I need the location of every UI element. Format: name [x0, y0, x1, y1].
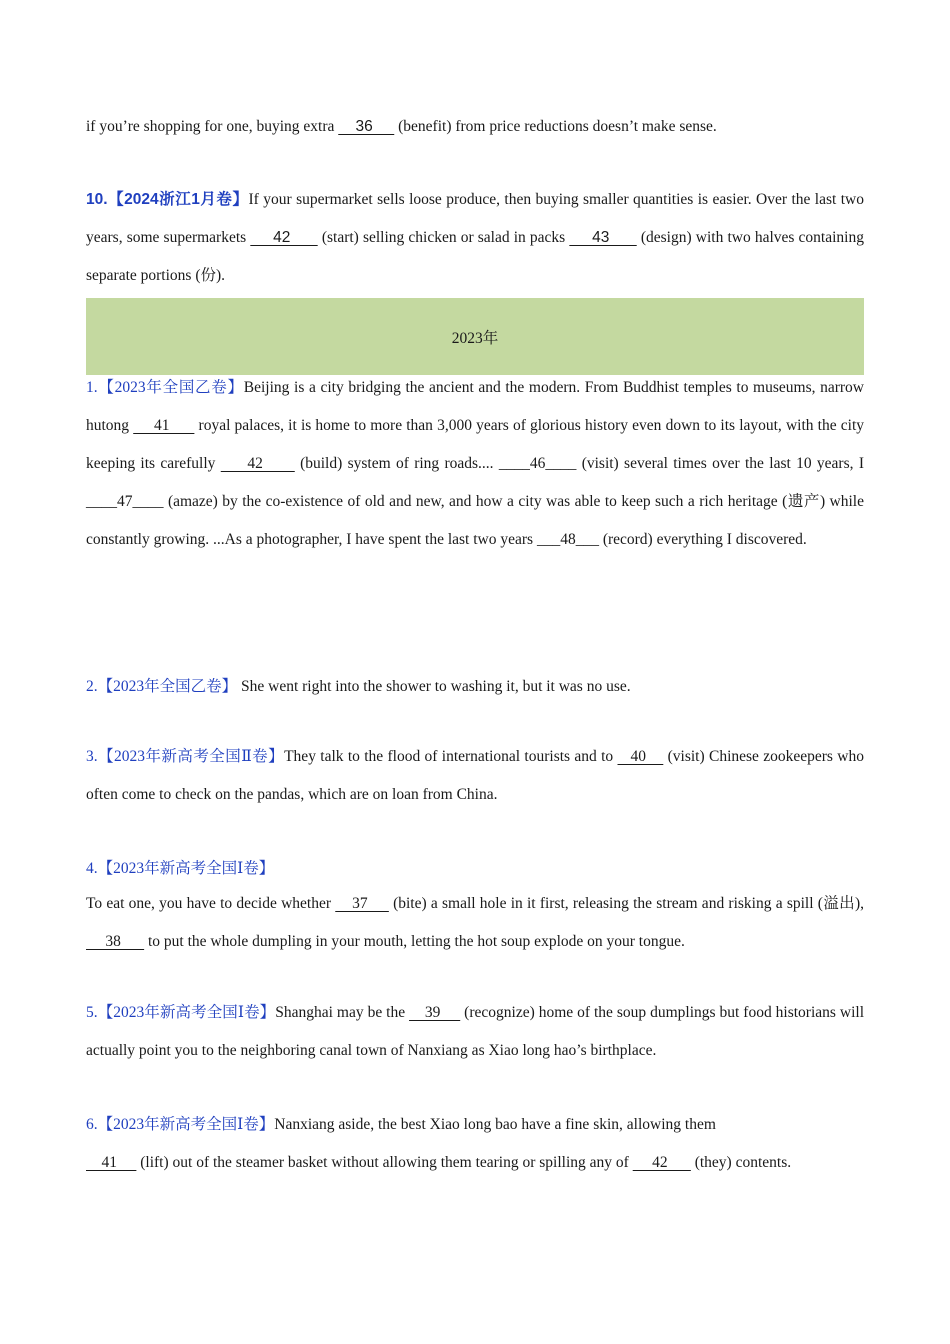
question-4	[86, 850, 864, 888]
question-10: 10.【2024浙江1月卷】If your supermarket sells loose produce, then buying smaller quantities is easier. Over the last two years, some supermarkets 42 (start) selling chicken or salad in packs 43 (design) with two halves containing separate portions (份).	[86, 191, 864, 284]
blank-37[interactable]: 37	[335, 895, 389, 912]
question-3: 3.【2023年新高考全国Ⅱ卷】They talk to the flood of international tourists and to 40 (visit) Chinese zookeepers who often come to check on the pandas, which are on loan from China.	[86, 748, 864, 803]
blank-42[interactable]: 42	[250, 229, 318, 246]
question-tag: 4.【2023年新高考全国Ⅰ卷】	[86, 860, 275, 877]
question-5: 5.【2023年新高考全国Ⅰ卷】Shanghai may be the 39 (recognize) home of the soup dumplings but food historians will actually point you to the neighboring canal town of Nanxiang as Xiao long hao’s birthplace.	[86, 1004, 865, 1059]
question-tag: 1.【2023年全国乙卷】	[86, 379, 244, 396]
blank-41[interactable]: 41	[133, 417, 195, 434]
year-heading: 2023年	[451, 329, 499, 347]
blank-48[interactable]: ___48___	[536, 531, 599, 548]
blank-43[interactable]: 43	[569, 229, 637, 246]
blank-47[interactable]: ____47____	[86, 493, 164, 510]
question-tag: 6.【2023年新高考全国Ⅰ卷】	[86, 1116, 275, 1133]
question-4-text: To eat one, you have to decide whether 37 (bite) a small hole in it first, releasing the stream and risking a spill (溢出), 38 to put the whole dumpling in your mouth, letting the hot soup explode on your tongue.	[86, 895, 865, 950]
blank-38[interactable]: 38	[86, 933, 145, 950]
blank-39[interactable]: 39	[409, 1004, 461, 1021]
question-tag: 2.【2023年全国乙卷】	[86, 678, 238, 695]
blank-46[interactable]: ____46____	[498, 455, 577, 472]
question-1: 1.【2023年全国乙卷】Beijing is a city bridging the ancient and the modern. From Buddhist temples to museums, narrow hutong 41 royal palaces, it is home to more than 3,000 years of glorious history even down to its layout, with the city keeping its carefully 42 (build) system of ring roads.... ____46____ (visit) several times over the last 10 years, I ____47____ (amaze) by the co-existence of old and new, and how a city was able to keep such a rich heritage (遗产) while constantly growing. ...As a photographer, I have spent the last two years ___48___ (record) everything I discovered.	[86, 379, 864, 548]
question-2: 2.【2023年全国乙卷】 She went right into the shower to washing it, but it was no use.	[86, 678, 631, 695]
blank-42[interactable]: 42	[632, 1154, 691, 1171]
blank-42[interactable]: 42	[220, 455, 295, 472]
blank-40[interactable]: 40	[617, 748, 664, 765]
question-tag: 10.【2024浙江1月卷】	[86, 191, 249, 208]
blank-36[interactable]: 36	[338, 118, 395, 135]
question-tag: 3.【2023年新高考全国Ⅱ卷】	[86, 748, 285, 765]
question-tag: 5.【2023年新高考全国Ⅰ卷】	[86, 1004, 276, 1021]
year-section-banner	[86, 298, 864, 375]
passage-continuation: if you’re shopping for one, buying extra 36 (benefit) from price reductions doesn’t make sense.	[86, 118, 717, 135]
blank-41[interactable]: 41	[86, 1154, 137, 1171]
question-6: 6.【2023年新高考全国Ⅰ卷】Nanxiang aside, the best Xiao long bao have a fine skin, allowing them 41 (lift) out of the steamer basket without allowing them tearing or spilling any of 42 (they) contents.	[86, 1116, 792, 1171]
